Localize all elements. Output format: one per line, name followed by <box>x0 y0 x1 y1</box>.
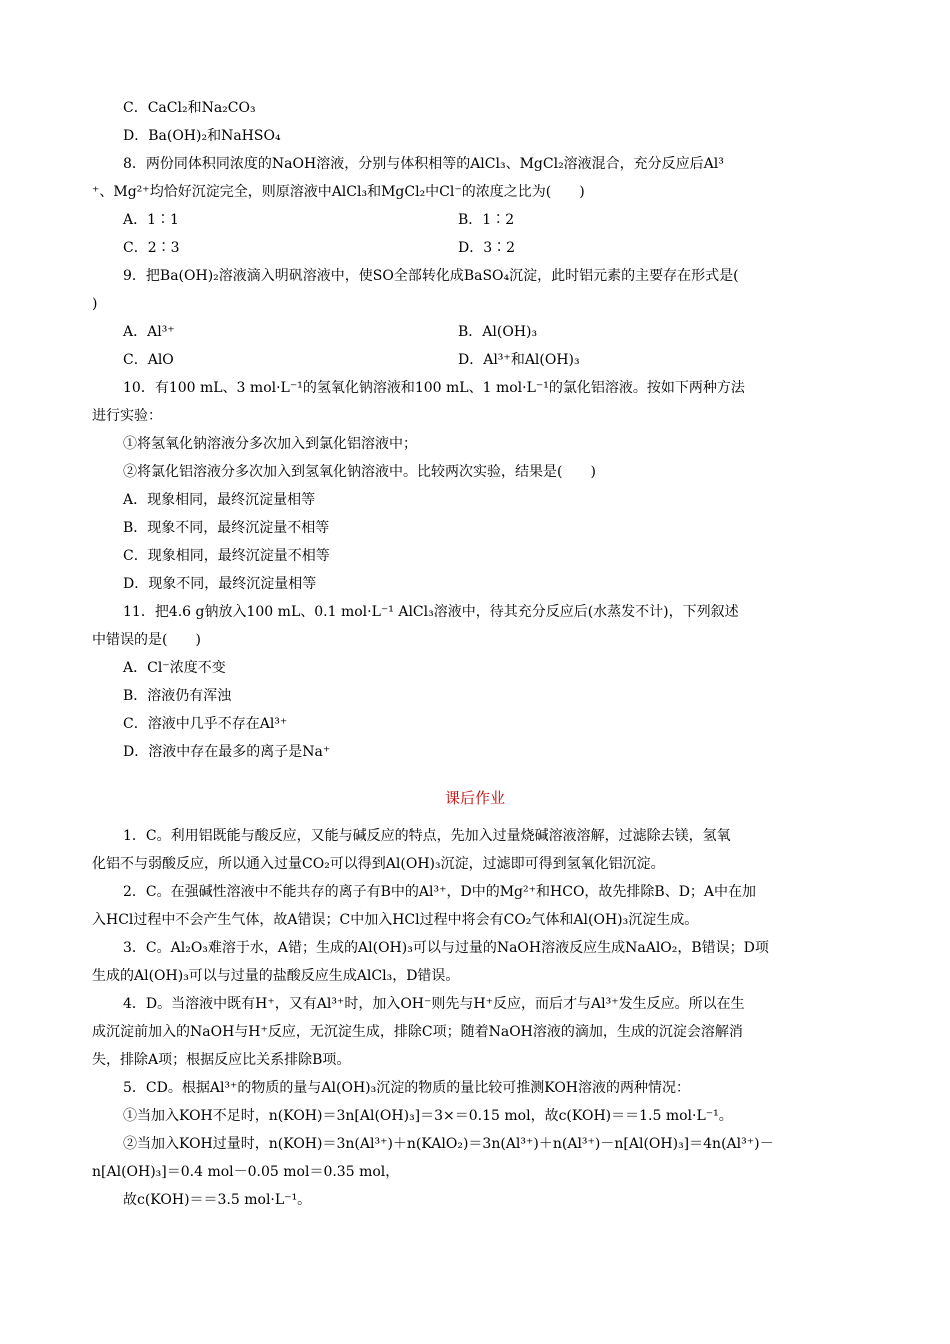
q10-option-d: D．现象不同，最终沉淀量相等 <box>123 576 317 592</box>
q9-option-b: B．Al(OH)₃ <box>458 324 538 340</box>
q10-stem-line2: 进行实验： <box>92 408 162 424</box>
answer-5-line1: 5．CD。根据Al³⁺的物质的量与Al(OH)₃沉淀的物质的量比较可推测KOH溶液的两种情况： <box>123 1080 691 1096</box>
q7-option-d: D．Ba(OH)₂和NaHSO₄ <box>123 128 281 144</box>
answer-3-line2: 生成的Al(OH)₃可以与过量的盐酸反应生成AlCl₃，D错误。 <box>92 968 460 984</box>
answer-3-line1: 3．C。Al₂O₃难溶于水，A错；生成的Al(OH)₃可以与过量的NaOH溶液反应生成NaAlO₂，B错误；D项 <box>123 940 769 956</box>
answer-1-line2: 化铝不与弱酸反应，所以通入过量CO₂可以得到Al(OH)₃沉淀，过滤即可得到氢氧化铝沉淀。 <box>92 856 665 872</box>
answer-5-line3: ②当加入KOH过量时，n(KOH)＝3n(Al³⁺)＋n(KAlO₂)＝3n(Al³⁺)＋n(Al³⁺)－n[Al(OH)₃]＝4n(Al³⁺)－ <box>123 1136 774 1152</box>
answer-5-line4: n[Al(OH)₃]＝0.4 mol－0.05 mol＝0.35 mol， <box>92 1164 400 1180</box>
q8-stem-line2: ⁺、Mg²⁺均恰好沉淀完全，则原溶液中AlCl₃和MgCl₂中Cl⁻的浓度之比为( ) <box>92 184 585 200</box>
answer-2-line2: 入HCl过程中不会产生气体，故A错误；C中加入HCl过程中将会有CO₂气体和Al(OH)₃沉淀生成。 <box>92 912 699 928</box>
answer-4-line3: 失，排除A项；根据反应比关系排除B项。 <box>92 1052 351 1068</box>
q11-stem-line1: 11．把4.6 g钠放入100 mL、0.1 mol·L⁻¹ AlCl₃溶液中，待其充分反应后(水蒸发不计)，下列叙述 <box>123 604 739 620</box>
q8-option-d: D．3∶2 <box>458 240 516 256</box>
q11-stem-line2: 中错误的是( ) <box>92 632 201 648</box>
answer-4-line2: 成沉淀前加入的NaOH与H⁺反应，无沉淀生成，排除C项；随着NaOH溶液的滴加，生成的沉淀会溶解消 <box>92 1024 743 1040</box>
q11-option-d: D．溶液中存在最多的离子是Na⁺ <box>123 744 331 760</box>
section-title: 课后作业 <box>444 789 505 807</box>
q10-step-1: ①将氢氧化钠溶液分多次加入到氯化铝溶液中； <box>123 436 417 452</box>
q8-stem-line1: 8．两份同体积同浓度的NaOH溶液，分别与体积相等的AlCl₃、MgCl₂溶液混合，充分反应后Al³ <box>123 156 724 172</box>
answer-4-line1: 4．D。当溶液中既有H⁺，又有Al³⁺时，加入OH⁻则先与H⁺反应，而后才与Al³⁺发生反应。所以在生 <box>123 996 745 1012</box>
q9-option-d: D．Al³⁺和Al(OH)₃ <box>458 352 580 368</box>
q10-option-b: B．现象不同，最终沉淀量不相等 <box>123 520 330 536</box>
q7-option-c: C．CaCl₂和Na₂CO₃ <box>123 100 256 116</box>
q11-option-c: C．溶液中几乎不存在Al³⁺ <box>123 716 288 732</box>
q9-option-c: C．AlO <box>123 352 174 368</box>
answer-5-line5: 故c(KOH)＝＝3.5 mol·L⁻¹。 <box>123 1192 312 1208</box>
answer-5-line2: ①当加入KOH不足时，n(KOH)＝3n[Al(OH)₃]＝3×＝0.15 mol，故c(KOH)＝＝1.5 mol·L⁻¹。 <box>123 1108 733 1124</box>
q9-stem-line1: 9．把Ba(OH)₂溶液滴入明矾溶液中，使SO全部转化成BaSO₄沉淀，此时铝元素的主要存在形式是( <box>123 268 739 284</box>
q8-option-a: A．1∶1 <box>123 212 179 228</box>
q10-stem-line1: 10．有100 mL、3 mol·L⁻¹的氢氧化钠溶液和100 mL、1 mol·L⁻¹的氯化铝溶液。按如下两种方法 <box>123 380 745 396</box>
q11-option-b: B．溶液仍有浑浊 <box>123 688 232 704</box>
q8-option-c: C．2∶3 <box>123 240 180 256</box>
q9-option-a: A．Al³⁺ <box>123 324 175 340</box>
answer-2-line1: 2．C。在强碱性溶液中不能共存的离子有B中的Al³⁺，D中的Mg²⁺和HCO，故先排除B、D；A中在加 <box>123 884 757 900</box>
q9-stem-line2: ) <box>92 296 98 312</box>
q10-option-a: A．现象相同，最终沉淀量相等 <box>123 492 316 508</box>
q11-option-a: A．Cl⁻浓度不变 <box>123 660 226 676</box>
answer-1-line1: 1．C。利用铝既能与酸反应，又能与碱反应的特点，先加入过量烧碱溶液溶解，过滤除去镁，氢氧 <box>123 828 731 844</box>
q10-step-2: ②将氯化铝溶液分多次加入到氢氧化钠溶液中。比较两次实验，结果是( ) <box>123 464 596 480</box>
q8-option-b: B．1∶2 <box>458 212 515 228</box>
q10-option-c: C．现象相同，最终沉淀量不相等 <box>123 548 330 564</box>
